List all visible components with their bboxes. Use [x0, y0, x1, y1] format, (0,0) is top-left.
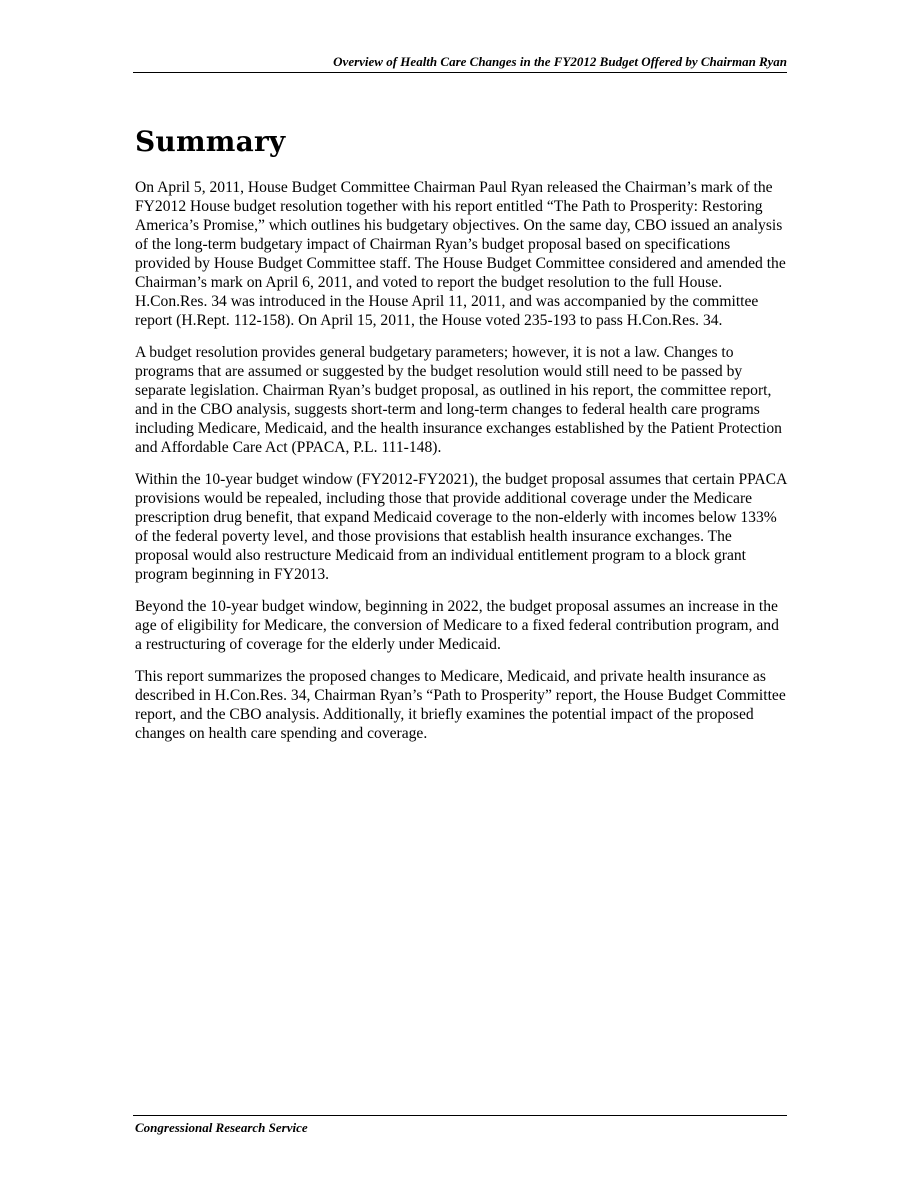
running-header: Overview of Health Care Changes in the FY2012 Budget Offered by Chairman Ryan [333, 54, 787, 69]
paragraph-2: A budget resolution provides general budgetary parameters; however, it is not a law. Changes to programs that are assumed or suggested by the budget resolution would still need to be passed by separate legislation. Chairman Ryan’s budget proposal, as outlined in his report, the committee report, and in the CBO analysis, suggests short-term and long-term changes to federal health care programs including Medicare, Medicaid, and the health insurance exchanges established by the Patient Protection and Affordable Care Act (PPACA, P.L. 111-148). [135, 344, 782, 456]
paragraph-1: On April 5, 2011, House Budget Committee Chairman Paul Ryan released the Chairman’s mark of the FY2012 House budget resolution together with his report entitled “The Path to Prosperity: Restoring America’s Promise,” which outlines his budgetary objectives. On the same day, CBO issued an analysis of the long-term budgetary impact of Chairman Ryan’s budget proposal based on specifications provided by House Budget Committee staff. The House Budget Committee considered and amended the Chairman’s mark on April 6, 2011, and voted to report the budget resolution to the full House. H.Con.Res. 34 was introduced in the House April 11, 2011, and was accompanied by the committee report (H.Rept. 112-158). On April 15, 2011, the House voted 235-193 to pass H.Con.Res. 34. [135, 179, 786, 329]
footer-divider [133, 1115, 787, 1116]
paragraph-3: Within the 10-year budget window (FY2012-FY2021), the budget proposal assumes that certain PPACA provisions would be repealed, including those that provide additional coverage under the Medicare prescription drug benefit, that expand Medicaid coverage to the non-elderly with incomes below 133% of the federal poverty level, and those provisions that establish health insurance exchanges. The proposal would also restructure Medicaid from an individual entitlement program to a block grant program beginning in FY2013. [135, 471, 787, 583]
paragraph-4: Beyond the 10-year budget window, beginning in 2022, the budget proposal assumes an increase in the age of eligibility for Medicare, the conversion of Medicare to a fixed federal contribution program, and a restructuring of coverage for the elderly under Medicaid. [135, 598, 779, 653]
section-title: Summary [135, 125, 286, 158]
paragraph-5: This report summarizes the proposed changes to Medicare, Medicaid, and private health insurance as described in H.Con.Res. 34, Chairman Ryan’s “Path to Prosperity” report, the House Budget Committee report, and the CBO analysis. Additionally, it briefly examines the potential impact of the proposed changes on health care spending and coverage. [135, 668, 786, 742]
header-divider [133, 72, 787, 73]
footer-organization: Congressional Research Service [135, 1120, 308, 1135]
summary-body [135, 178, 787, 756]
